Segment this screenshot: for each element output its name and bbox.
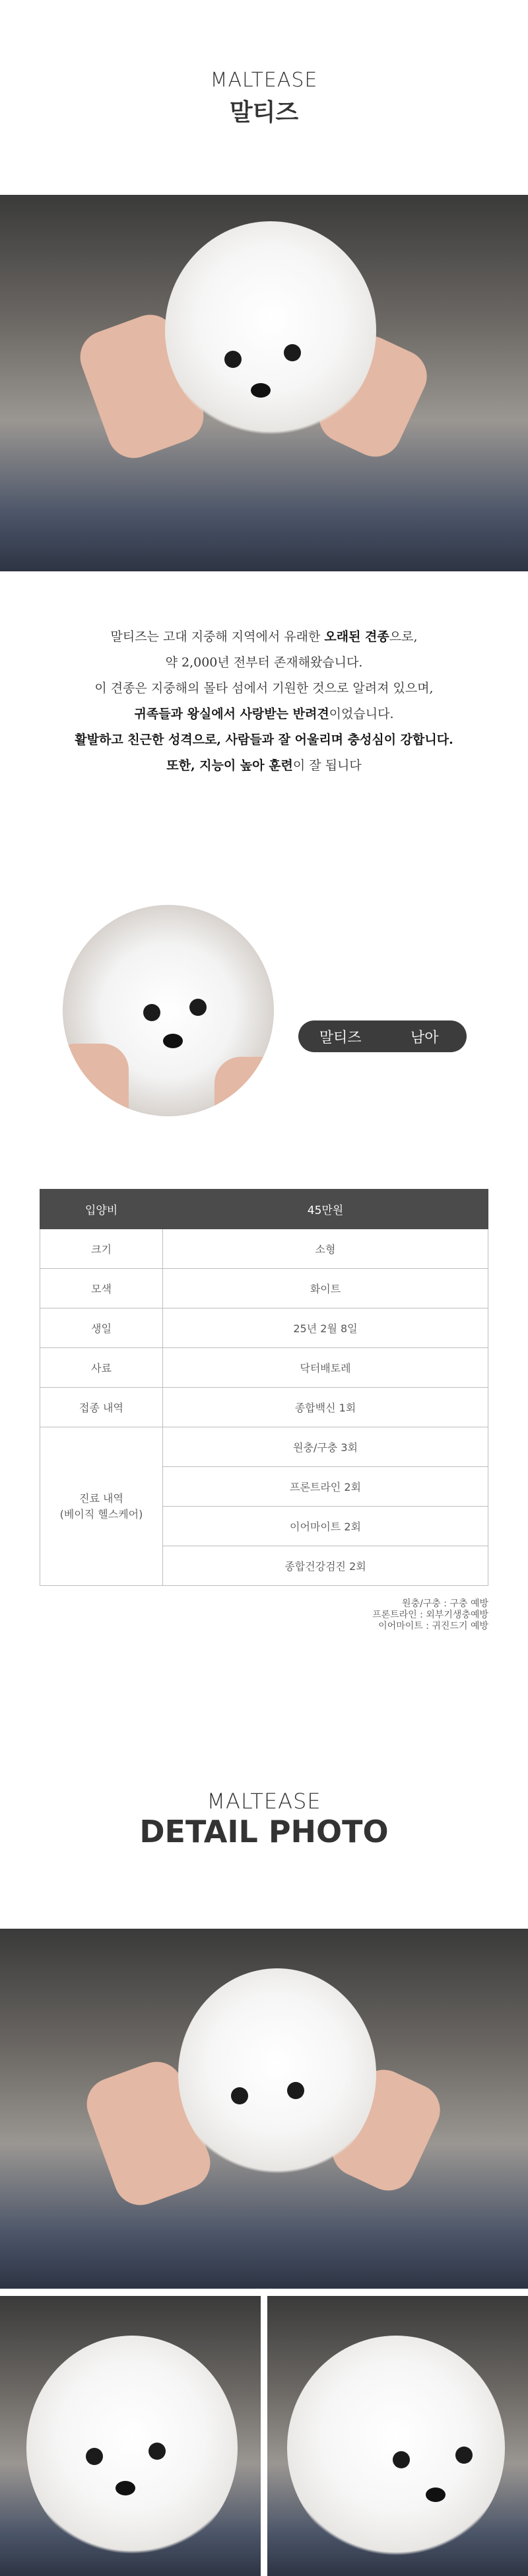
dog-eye-left [224,351,242,368]
dog-eye-right [284,344,301,361]
description-line [0,701,528,727]
table-row [40,1269,488,1308]
dog-eye-right [287,2082,304,2099]
description-line [0,624,528,650]
info-table [40,1189,488,1586]
care-label-subtitle: (베이직 헬스케어) [59,1507,143,1521]
dog-nose [116,2481,135,2495]
table-row [40,1427,488,1467]
row-value: 닥터배토레 [163,1348,488,1388]
page-title: 말티즈 [229,99,299,126]
description-bold: 또한, 지능이 높아 훈련 [166,758,293,773]
dog-eye-left [143,1004,160,1021]
detail-photo-1 [0,1929,528,2289]
care-value: 원충/구충 3회 [163,1427,488,1467]
description-line [0,727,528,753]
description-bold: 귀족들과 왕실에서 사랑받는 반려견 [134,707,329,721]
hand-right [214,1057,274,1116]
row-label: 모색 [40,1269,163,1308]
care-label-title: 진료 내역 [79,1491,123,1505]
header-price-label: 입양비 [40,1190,163,1229]
hero-photo [0,195,528,571]
row-label: 생일 [40,1308,163,1348]
row-value: 소형 [163,1229,488,1269]
breed-label: 말티즈 [319,1029,362,1046]
description-bold: 활발하고 친근한 성격으로, 사람들과 잘 어울리며 충성심이 강합니다. [75,733,453,747]
care-value: 프론트라인 2회 [163,1467,488,1507]
footnote: 원충/구충 : 구충 예방 [402,1598,488,1609]
dog-eye-right [455,2447,473,2464]
detail-photo-3 [267,2296,528,2576]
profile-tag [298,1020,467,1052]
description-line [0,676,528,701]
dog-eye-left [231,2087,248,2104]
breed-description [0,624,528,779]
row-value: 종합백신 1회 [163,1388,488,1427]
dog-eye-left [86,2448,103,2465]
detail-subtitle-en: MALTEASE [207,1789,321,1814]
dog-image [287,2336,505,2560]
dog-nose [426,2487,446,2502]
header-price-value: 45만원 [163,1190,488,1229]
dog-eye-left [393,2451,410,2468]
dog-image [26,2336,238,2560]
description-line [0,650,528,676]
dog-image [178,1968,376,2180]
table-row [40,1348,488,1388]
dog-image [165,221,376,439]
row-label: 크기 [40,1229,163,1269]
row-value: 25년 2월 8일 [163,1308,488,1348]
description-bold: 오래된 견종 [324,629,389,644]
description-text: 이 견종은 지중해의 몰타 섬에서 기원한 것으로 알려져 있으며, [94,681,434,696]
table-row [40,1388,488,1427]
row-label: 접종 내역 [40,1388,163,1427]
description-text: 말티즈는 고대 지중해 지역에서 유래한 [110,629,325,644]
table-header-row [40,1190,488,1229]
row-value: 화이트 [163,1269,488,1308]
dog-nose [251,383,271,398]
gender-label: 남아 [410,1029,439,1046]
care-value: 이어마이트 2회 [163,1507,488,1546]
description-text: 약 2,000년 전부터 존재해왔습니다. [165,655,363,670]
description-text: 이 잘 됩니다 [292,758,362,773]
row-label: 사료 [40,1348,163,1388]
footnotes [372,1598,488,1632]
table-row [40,1229,488,1269]
description-line [0,753,528,779]
dog-nose [163,1034,183,1048]
description-text: 으로, [389,629,418,644]
table-row [40,1308,488,1348]
dog-eye-right [189,999,207,1016]
detail-photo-2 [0,2296,261,2576]
hand-left [63,1044,129,1116]
detail-title: DETAIL PHOTO [139,1814,389,1849]
footnote: 프론트라인 : 외부기생충예방 [372,1610,488,1620]
page-subtitle-en: MALTEASE [210,69,318,92]
profile-photo [63,905,274,1116]
description-text: 이었습니다. [329,707,394,721]
footnote: 이어마이트 : 귀진드기 예방 [378,1621,488,1631]
dog-eye-right [148,2443,166,2460]
care-value: 종합건강검진 2회 [163,1546,488,1586]
care-label [40,1427,163,1586]
